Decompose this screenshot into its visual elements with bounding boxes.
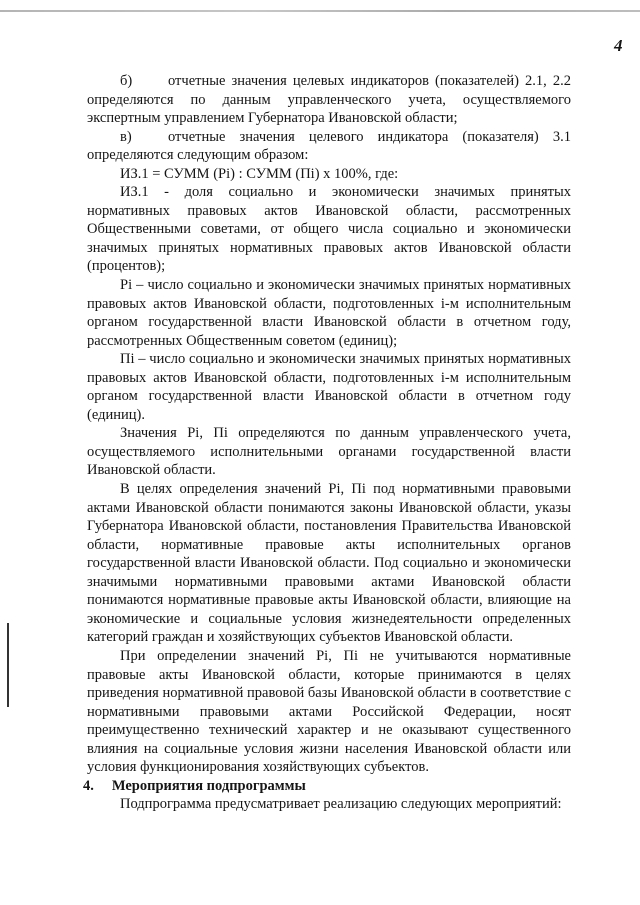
item-label-v: в) [120, 128, 132, 145]
section-intro: Подпрограмма предусматривает реализацию следующих мероприятий: [120, 796, 562, 813]
page-number: 4 [614, 36, 623, 55]
values-source-paragraph: Значения Pi, Пi определяются по данным управленческого учета, осуществляемого исполнительными органами государственной власти Ивановской области. [87, 425, 571, 479]
definitions-scope-paragraph: В целях определения значений Pi, Пi под нормативными правовыми актами Ивановской области понимаются законы Ивановской области, указы Губернатора Ивановской области, постановления Правительства Ивановской области, нормативные правовые акты исполнительных органов государственной власти Ивановской области. Под социально и экономически значимыми нормативными правовыми актами Ивановской области понимаются нормативные правовые акты Ивановской области, влияющие на экономические и социальные условия жизнедеятельности определенных категорий граждан и хозяйствующих субъектов Ивановской области. [87, 481, 571, 646]
item-label-b: б) [120, 73, 133, 89]
document-body [83, 72, 571, 814]
section-heading [83, 777, 567, 796]
definition-iz: ИЗ.1 - доля социально и экономически значимых принятых нормативных правовых актов Ивановской области, рассмотренных Общественными советами, от общего числа социально и экономически значимых принятых нормативных правовых актов Ивановской области (процентов); [87, 184, 571, 275]
margin-mark [7, 623, 9, 707]
paragraph-b [87, 72, 571, 128]
item-text-v: отчетные значения целевого индикатора (показателя) 3.1 определяются следующим образом: [87, 128, 571, 164]
exclusions-paragraph: При определении значений Pi, Пi не учитываются нормативные правовые акты Ивановской области, которые принимаются в целях приведения нормативной правовой базы Ивановской области в соответствие с нормативными правовыми актами Российской Федерации, носят преимущественно технический характер и не оказывают существенного влияния на социальные условия жизни населения Ивановской области или условия функционирования хозяйствующих субъектов. [87, 647, 571, 776]
item-text-b: отчетные значения целевых индикаторов (показателей) 2.1, 2.2 определяются по данным управленческого учета, осуществляемого экспертным управлением Губернатора Ивановской области; [87, 73, 571, 127]
definition-pi2: Пi – число социально и экономически значимых принятых нормативных правовых актов Ивановской области, подготовленных i-м исполнительным органом государственной власти Ивановской области в отчетном году (единиц). [87, 351, 571, 423]
paragraph-v [87, 128, 571, 165]
definition-pi: Pi – число социально и экономически значимых принятых нормативных правовых актов Ивановской области, подготовленных i-м исполнительным органом государственной власти Ивановской области в отчетном году, рассмотренных Общественным советом (единиц); [87, 277, 571, 349]
section-title: Мероприятия подпрограммы [111, 777, 306, 794]
scan-edge-line [0, 10, 640, 12]
section-number: 4. [83, 777, 94, 794]
formula: ИЗ.1 = СУММ (Pi) : СУММ (Пi) х 100%, где: [120, 165, 399, 182]
